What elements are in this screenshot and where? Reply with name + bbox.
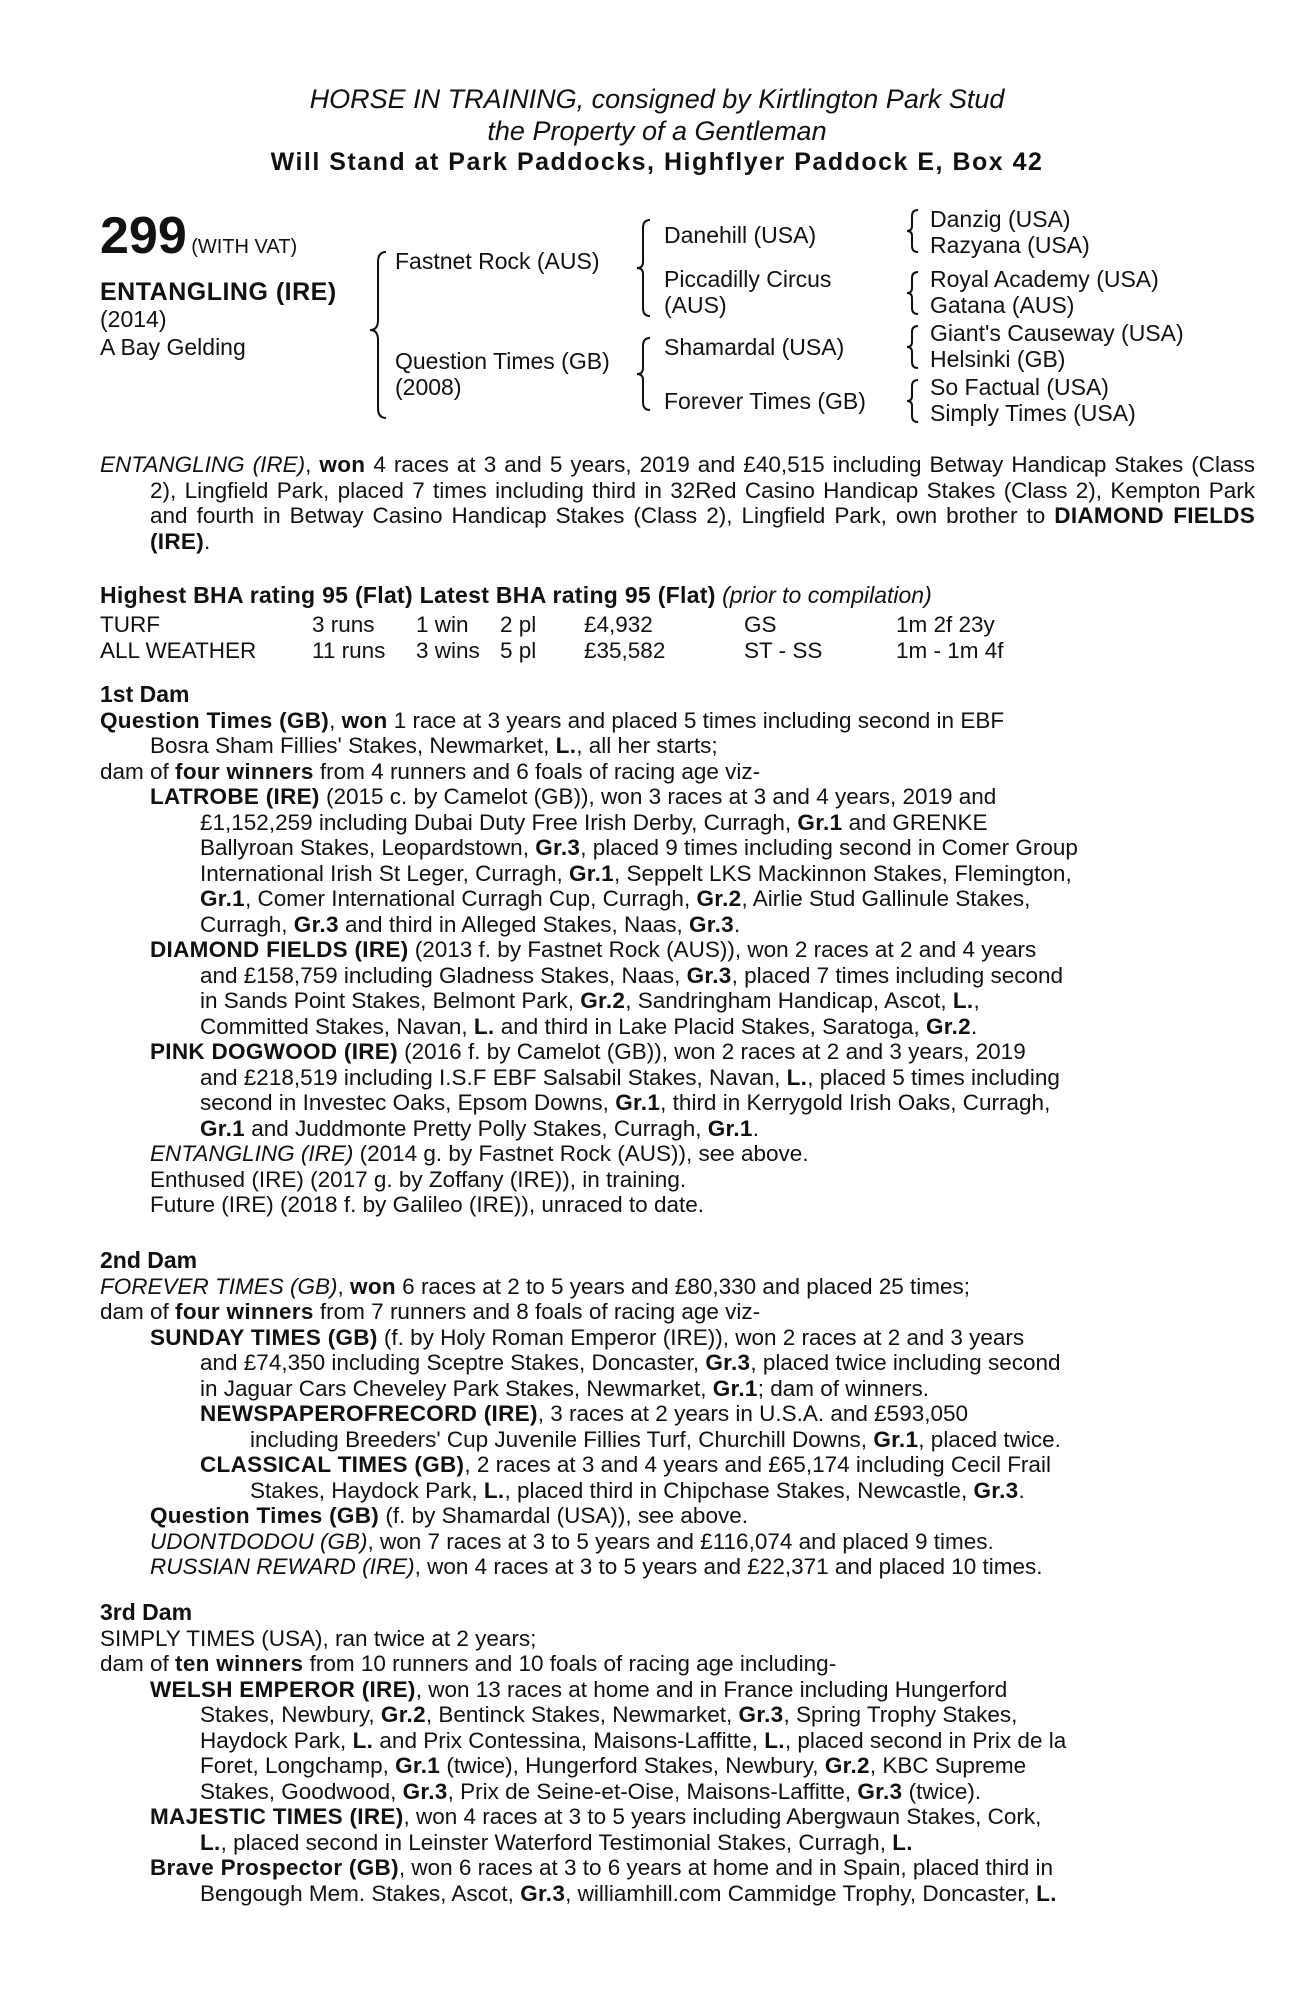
table-row: ALL WEATHER 11 runs 3 wins 5 pl £35,582 ST - SS 1m - 1m 4f bbox=[100, 638, 1004, 663]
list-item: RUSSIAN REWARD (IRE), won 4 races at 3 to 5 years and £22,371 and placed 10 times. bbox=[150, 1554, 1043, 1579]
list-item: SUNDAY TIMES (GB) (f. by Holy Roman Emperor (IRE)), won 2 races at 2 and 3 years bbox=[150, 1324, 1025, 1350]
pedigree-dss: Giant's Causeway (USA) bbox=[930, 320, 1184, 346]
race-summary: ENTANGLING (IRE), won 4 races at 3 and 5 years, 2019 and £40,515 including Betway Handicap Stakes (Class 2), Lingfield Park, placed 7 times including third in 32Red Casino Handicap Stakes (Class 2), Kempton Park and fourth in Betway Casino Handicap Stakes (Class 2), Lingfield Park, own brother to DIAMOND FIELDS (IRE). bbox=[100, 452, 1255, 554]
dam3-produce-summary: dam of ten winners from 10 runners and 10 foals of racing age including- bbox=[100, 1651, 837, 1676]
list-item: Question Times (GB) (f. by Shamardal (USA)), see above. bbox=[150, 1503, 748, 1528]
header-property: the Property of a Gentleman bbox=[487, 116, 827, 146]
pedigree-ddd: Simply Times (USA) bbox=[930, 400, 1136, 426]
list-item: MAJESTIC TIMES (IRE), won 4 races at 3 to 5 years including Abergwaun Stakes, Cork, bbox=[150, 1804, 1042, 1829]
dam3-section: 3rd Dam SIMPLY TIMES (USA), ran twice at 2 years; dam of ten winners from 10 runners and 10 foals of racing age including- WELSH EMPEROR (IRE), won 13 races at home and in France including Hungerford Stakes, Newbury, Gr.2, Bentinck Stakes, Newmarket, Gr.3, Spring Trophy Stakes, Haydock Park, L. and Prix Contessina, Maisons-Laffitte, L., placed second in Prix de la Foret, Longchamp, Gr.1 (twice), Hungerford Stakes, Newbury, Gr.2, KBC Supreme Stakes, Goodwood, Gr.3, Prix de Seine-et-Oise, Maisons-Laffitte, Gr.3 (twice). MAJESTIC TIMES (IRE), won 4 races at 3 to 5 years including Abergwaun Stakes, Cork, L., placed second in Leinster Waterford Testimonial Stakes, Curragh, L. Brave Prospector (GB), won 6 races at 3 to 6 years at home and in Spain, placed third in Bengough Mem. Stakes, Ascot, Gr.3, williamhill.com Cammidge Trophy, Doncaster, L. bbox=[100, 1600, 1205, 1906]
pedigree-dd: Forever Times (GB) bbox=[664, 388, 866, 414]
dam1-produce-summary: dam of four winners from 4 runners and 6 foals of racing age viz- bbox=[100, 758, 761, 784]
bha-rating: Highest BHA rating 95 (Flat) Latest BHA rating 95 (Flat) (prior to compilation) bbox=[100, 582, 932, 608]
pedigree-dds: So Factual (USA) bbox=[930, 374, 1109, 400]
list-item: CLASSICAL TIMES (GB), 2 races at 3 and 4 years and £65,174 including Cecil Frail bbox=[200, 1452, 1051, 1477]
pedigree-ds: Shamardal (USA) bbox=[664, 334, 845, 360]
brace-main bbox=[370, 252, 386, 418]
pedigree-sss: Danzig (USA) bbox=[930, 206, 1071, 232]
pedigree-ss: Danehill (USA) bbox=[664, 222, 817, 248]
list-item: PINK DOGWOOD (IRE) (2016 f. by Camelot (GB)), won 2 races at 2 and 3 years, 2019 bbox=[150, 1039, 1026, 1064]
header-consignor: HORSE IN TRAINING, consigned by Kirtlington Park Stud bbox=[309, 84, 1005, 114]
brace-ss bbox=[907, 210, 918, 252]
pedigree-dam: Question Times (GB) bbox=[395, 348, 610, 374]
dam3-heading: 3rd Dam bbox=[100, 1599, 193, 1625]
brace-ds bbox=[907, 326, 918, 368]
list-item: UDONTDODOU (GB), won 7 races at 3 to 5 years and £116,074 and placed 9 times. bbox=[150, 1528, 994, 1554]
pedigree-sd: Piccadilly Circus bbox=[664, 266, 832, 292]
vat-note: (WITH VAT) bbox=[191, 236, 298, 258]
brace-sire bbox=[637, 220, 650, 316]
list-item: Brave Prospector (GB), won 6 races at 3 to 6 years at home and in Spain, placed third in bbox=[150, 1855, 1054, 1880]
pedigree-dam-year: (2008) bbox=[395, 374, 462, 400]
pedigree-sd-country: (AUS) bbox=[664, 292, 727, 318]
dam1-heading: 1st Dam bbox=[100, 681, 190, 707]
pedigree-ssd: Razyana (USA) bbox=[930, 232, 1090, 258]
race-stats-table bbox=[100, 612, 1016, 664]
pedigree-sire: Fastnet Rock (AUS) bbox=[395, 248, 600, 274]
brace-sd bbox=[907, 272, 918, 314]
brace-dam bbox=[637, 338, 650, 410]
lot-number: 299 bbox=[100, 207, 187, 265]
list-item: Future (IRE) (2018 f. by Galileo (IRE)), unraced to date. bbox=[150, 1192, 704, 1217]
pedigree-brackets bbox=[0, 0, 1314, 440]
list-item: Enthused (IRE) (2017 g. by Zoffany (IRE)), in training. bbox=[150, 1166, 687, 1192]
list-item: NEWSPAPEROFRECORD (IRE), 3 races at 2 years in U.S.A. and £593,050 bbox=[200, 1401, 969, 1426]
summary-brother: DIAMOND FIELDS (IRE) bbox=[150, 503, 1255, 554]
table-row: TURF 3 runs 1 win 2 pl £4,932 GS 1m 2f 23y bbox=[100, 612, 995, 637]
list-item: ENTANGLING (IRE) (2014 g. by Fastnet Rock (AUS)), see above. bbox=[150, 1141, 809, 1166]
horse-year: (2014) bbox=[100, 306, 167, 332]
list-item: DIAMOND FIELDS (IRE) (2013 f. by Fastnet Rock (AUS)), won 2 races at 2 and 4 years bbox=[150, 937, 1037, 962]
summary-horse-name: ENTANGLING (IRE) bbox=[100, 452, 306, 477]
dam2-line1: FOREVER TIMES (GB), won 6 races at 2 to 5 years and £80,330 and placed 25 times; bbox=[100, 1273, 971, 1299]
horse-name: ENTANGLING (IRE) bbox=[100, 278, 337, 306]
dam1-line2: Bosra Sham Fillies' Stakes, Newmarket, L., all her starts; bbox=[150, 733, 718, 758]
dam1-section: 1st Dam Question Times (GB), won 1 race at 3 years and placed 5 times including second in EBF Bosra Sham Fillies' Stakes, Newmarket, L., all her starts; dam of four winners from 4 runners and 6 foals of racing age viz- LATROBE (IRE) (2015 c. by Camelot (GB)), won 3 races at 3 and 4 years, 2019 and £1,152,259 including Dubai Duty Free Irish Derby, Curragh, Gr.1 and GRENKE Ballyroan Stakes, Leopardstown, Gr.3, placed 9 times including second in Comer Group International Irish St Leger, Curragh, Gr.1, Seppelt LKS Mackinnon Stakes, Flemington, Gr.1, Comer International Curragh Cup, Curragh, Gr.2, Airlie Stud Gallinule Stakes, Curragh, Gr.3 and third in Alleged Stakes, Naas, Gr.3. DIAMOND FIELDS (IRE) (2013 f. by Fastnet Rock (AUS)), won 2 races at 2 and 4 years and £158,759 including Gladness Stakes, Naas, Gr.3, placed 7 times including second in Sands Point Stakes, Belmont Park, Gr.2, Sandringham Handicap, Ascot, L., Committed Stakes, Navan, L. and third in Lake Placid Stakes, Saratoga, Gr.2. PINK DOGWOOD (IRE) (2016 f. by Camelot (GB)), won 2 races at 2 and 3 years, 2019 and £218,519 including I.S.F EBF Salsabil Stakes, Navan, L., placed 5 times including second in Investec Oaks, Epsom Downs, Gr.1, third in Kerrygold Irish Oaks, Curragh, Gr.1 and Juddmonte Pretty Polly Stakes, Curragh, Gr.1. ENTANGLING (IRE) (2014 g. by Fastnet Rock (AUS)), see above. Enthused (IRE) (2017 g. by Zoffany (IRE)), in training. Future (IRE) (2018 f. by Galileo (IRE)), unraced to date. bbox=[100, 682, 1205, 1218]
dam2-produce-summary: dam of four winners from 7 runners and 8 foals of racing age viz- bbox=[100, 1299, 761, 1324]
pedigree-sdd: Gatana (AUS) bbox=[930, 292, 1075, 318]
dam2-heading: 2nd Dam bbox=[100, 1247, 198, 1273]
pedigree-dsd: Helsinki (GB) bbox=[930, 346, 1066, 372]
pedigree-sds: Royal Academy (USA) bbox=[930, 266, 1159, 292]
horse-description: A Bay Gelding bbox=[100, 334, 246, 360]
dam2-section: 2nd Dam FOREVER TIMES (GB), won 6 races at 2 to 5 years and £80,330 and placed 25 times; dam of four winners from 7 runners and 8 foals of racing age viz- SUNDAY TIMES (GB) (f. by Holy Roman Emperor (IRE)), won 2 races at 2 and 3 years and £74,350 including Sceptre Stakes, Doncaster, Gr.3, placed twice including second in Jaguar Cars Cheveley Park Stakes, Newmarket, Gr.1; dam of winners. NEWSPAPEROFRECORD (IRE), 3 races at 2 years in U.S.A. and £593,050 including Breeders' Cup Juvenile Fillies Turf, Churchill Downs, Gr.1, placed twice. CLASSICAL TIMES (GB), 2 races at 3 and 4 years and £65,174 including Cecil Frail Stakes, Haydock Park, L., placed third in Chipchase Stakes, Newcastle, Gr.3. Question Times (GB) (f. by Shamardal (USA)), see above. UDONTDODOU (GB), won 7 races at 3 to 5 years and £116,074 and placed 9 times. RUSSIAN REWARD (IRE), won 4 races at 3 to 5 years and £22,371 and placed 10 times. bbox=[100, 1248, 1205, 1580]
list-item: LATROBE (IRE) (2015 c. by Camelot (GB)), won 3 races at 3 and 4 years, 2019 and bbox=[150, 784, 997, 809]
dam1-line1: Question Times (GB), won 1 race at 3 years and placed 5 times including second in EBF bbox=[100, 707, 1005, 733]
brace-dd bbox=[907, 380, 918, 422]
dam3-line1: SIMPLY TIMES (USA), ran twice at 2 years; bbox=[100, 1625, 537, 1651]
header-location: Will Stand at Park Paddocks, Highflyer Paddock E, Box 42 bbox=[270, 148, 1044, 176]
list-item: WELSH EMPEROR (IRE), won 13 races at home and in France including Hungerford bbox=[150, 1676, 1008, 1702]
